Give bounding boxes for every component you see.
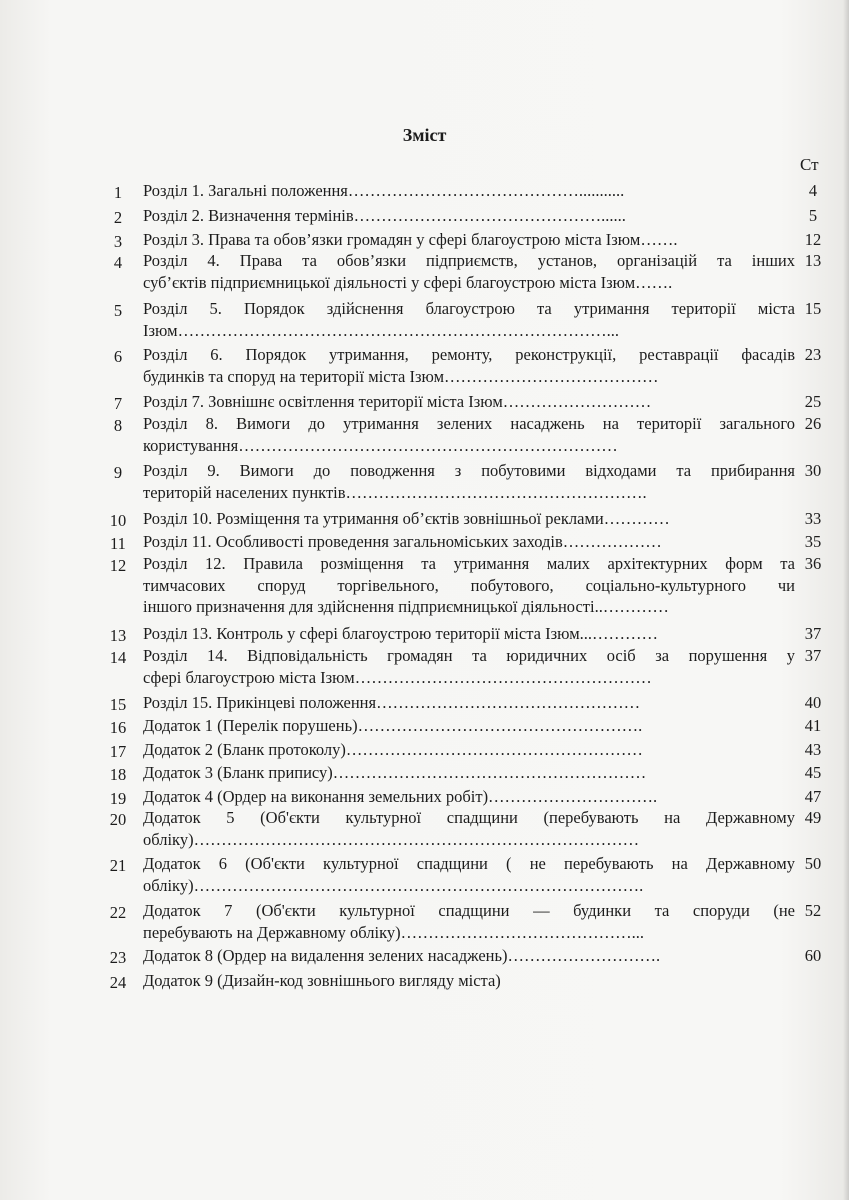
toc-entry-line: Розділ 10. Розміщення та утримання об’єктів зовнішньої реклами………… bbox=[143, 509, 670, 528]
toc-entry-text bbox=[143, 786, 795, 808]
toc-entry-text bbox=[143, 250, 795, 293]
toc-entry-text bbox=[143, 900, 795, 943]
toc-entry-page: 47 bbox=[804, 787, 822, 806]
toc-entry bbox=[0, 460, 849, 507]
toc-entry-number: 14 bbox=[109, 648, 127, 667]
toc-entry-page: 4 bbox=[808, 181, 818, 200]
toc-entry-line: Розділ 1. Загальні положення……………………………………........... bbox=[143, 181, 625, 200]
toc-entry-line: Додаток 1 (Перелік порушень)……………………………………………. bbox=[143, 716, 643, 735]
toc-entry-number: 17 bbox=[109, 742, 127, 761]
toc-entry bbox=[0, 807, 849, 854]
toc-entry-line: Додаток 6 (Об'єкти культурної спадщини ( не перебувають на Державному bbox=[143, 854, 795, 873]
toc-entry-text bbox=[143, 229, 795, 251]
toc-entry bbox=[0, 739, 849, 765]
toc-entry-line: обліку)……………………………………………………………………… bbox=[143, 829, 640, 849]
toc-entry-line: Розділ 4. Права та обов’язки підприємств, установ, організацій та інших bbox=[143, 251, 795, 270]
toc-entry-number: 21 bbox=[109, 856, 127, 875]
toc-entry-page: 41 bbox=[804, 716, 822, 735]
toc-entry-line: Розділ 11. Особливості проведення загальноміських заходів……………… bbox=[143, 532, 662, 551]
toc-entry-line: Додаток 4 (Ордер на виконання земельних робіт)…………………………. bbox=[143, 787, 658, 806]
toc-entry-number: 5 bbox=[113, 301, 123, 320]
toc-entry-line: територій населених пунктів………………………………………………. bbox=[143, 482, 647, 502]
toc-entry-text bbox=[143, 180, 795, 202]
toc-entry-number: 12 bbox=[109, 556, 127, 575]
toc-entry-page: 25 bbox=[804, 392, 822, 411]
toc-entry bbox=[0, 180, 849, 206]
toc-entry-line: суб’єктів підприємницької діяльності у сфері благоустрою міста Ізюм……. bbox=[143, 272, 673, 292]
toc-entry-text bbox=[143, 807, 795, 850]
toc-entry-line: Розділ 13. Контроль у сфері благоустрою території міста Ізюм...………… bbox=[143, 624, 659, 643]
toc-entry-text bbox=[143, 460, 795, 503]
toc-entry bbox=[0, 692, 849, 718]
toc-entry-number: 4 bbox=[113, 253, 123, 272]
toc-entry-text bbox=[143, 853, 795, 896]
toc-entry-text bbox=[143, 413, 795, 456]
toc-entry-text bbox=[143, 508, 795, 530]
toc-entry-line: будинків та споруд на території міста Ізюм………………………………… bbox=[143, 366, 659, 386]
toc-entry-text bbox=[143, 344, 795, 387]
toc-entry-number: 8 bbox=[113, 416, 123, 435]
toc-entry-line: Додаток 5 (Об'єкти культурної спадщини (перебувають на Державному bbox=[143, 808, 795, 827]
page-column-header: Ст bbox=[800, 155, 819, 174]
toc-entry-line: Додаток 3 (Бланк припису)………………………………………………… bbox=[143, 763, 647, 782]
toc-entry-text bbox=[143, 623, 795, 645]
toc-entry bbox=[0, 413, 849, 460]
toc-entry bbox=[0, 553, 849, 622]
toc-entry-page: 35 bbox=[804, 532, 822, 551]
toc-entry-page: 12 bbox=[804, 230, 822, 249]
toc-entry-number: 11 bbox=[110, 534, 126, 553]
toc-entry-line: іншого призначення для здійснення підприємницької діяльності..………… bbox=[143, 597, 669, 616]
toc-entry-line: Ізюм……………………………………………………………………... bbox=[143, 320, 619, 340]
page-title: Зміст bbox=[402, 125, 447, 145]
toc-entry-line: Розділ 3. Права та обов’язки громадян у сфері благоустрою міста Ізюм……. bbox=[143, 230, 678, 249]
toc-entry-text bbox=[143, 970, 795, 992]
toc-entry-line: Додаток 7 (Об'єкти культурної спадщини — будинки та споруди (не bbox=[143, 901, 795, 920]
toc-entry-page: 23 bbox=[804, 345, 822, 364]
toc-entry-text bbox=[143, 945, 795, 967]
toc-entry-number: 2 bbox=[113, 208, 123, 227]
toc-entry bbox=[0, 298, 849, 345]
toc-entry bbox=[0, 205, 849, 231]
toc-entry-line: Розділ 5. Порядок здійснення благоустрою та утримання території міста bbox=[143, 299, 795, 318]
toc-entry-number: 1 bbox=[113, 183, 123, 202]
toc-entry-line: Розділ 7. Зовнішнє освітлення території міста Ізюм……………………… bbox=[143, 392, 652, 411]
toc-entry-number: 7 bbox=[113, 394, 123, 413]
toc-entry-number: 15 bbox=[109, 695, 127, 714]
toc-entry-line: Розділ 6. Порядок утримання, ремонту, реконструкції, реставрації фасадів bbox=[143, 345, 795, 364]
toc-entry-number: 3 bbox=[113, 232, 123, 251]
toc-entry-line: Розділ 9. Вимоги до поводження з побутовими відходами та прибирання bbox=[143, 461, 795, 480]
toc-entry-text bbox=[143, 645, 795, 688]
toc-entry-line: обліку)………………………………………………………………………. bbox=[143, 875, 644, 895]
toc-entry-line: Додаток 9 (Дизайн-код зовнішнього вигляду міста) bbox=[143, 971, 501, 990]
toc-entry bbox=[0, 715, 849, 741]
toc-entry-page: 33 bbox=[804, 509, 822, 528]
toc-entry bbox=[0, 508, 849, 534]
toc-entry-page: 5 bbox=[808, 206, 818, 225]
toc-entry-line: Розділ 14. Відповідальність громадян та юридичних осіб за порушення у bbox=[143, 646, 795, 665]
toc-entry-number: 19 bbox=[109, 789, 127, 808]
toc-entry-page: 60 bbox=[804, 946, 822, 965]
toc-entry-page: 45 bbox=[804, 763, 822, 782]
toc-entry-text bbox=[143, 553, 795, 618]
toc-entry-line: перебувають на Державному обліку)……………………………………... bbox=[143, 922, 644, 942]
toc-entry-number: 16 bbox=[109, 718, 127, 737]
toc-entry-page: 15 bbox=[804, 299, 822, 318]
toc-entry-number: 18 bbox=[109, 765, 127, 784]
toc-entry-number: 10 bbox=[109, 511, 127, 530]
toc-entry bbox=[0, 344, 849, 391]
toc-entry-number: 23 bbox=[109, 948, 127, 967]
toc-entry-text bbox=[143, 692, 795, 714]
toc-entry-number: 22 bbox=[109, 903, 127, 922]
toc-entry-page: 30 bbox=[804, 461, 822, 480]
toc-entry-page: 52 bbox=[804, 901, 822, 920]
toc-entry-page: 37 bbox=[804, 646, 822, 665]
toc-entry-page: 50 bbox=[804, 854, 822, 873]
toc-entry-number: 24 bbox=[109, 973, 127, 992]
toc-entry-line: Додаток 8 (Ордер на видалення зелених насаджень)………………………. bbox=[143, 946, 661, 965]
toc-entry-number: 13 bbox=[109, 626, 127, 645]
toc-entry-line: Розділ 12. Правила розміщення та утримання малих архітектурних форм та bbox=[143, 554, 795, 573]
toc-entry-line: тимчасових споруд торгівельного, побутового, соціально-культурного чи bbox=[143, 575, 795, 595]
toc-entry-line: користування…………………………………………………………… bbox=[143, 435, 618, 455]
toc-entry-page: 13 bbox=[804, 251, 822, 270]
toc-entry-text bbox=[143, 298, 795, 341]
toc-entry-page: 43 bbox=[804, 740, 822, 759]
toc-entry-number: 9 bbox=[113, 463, 123, 482]
toc-entry-page: 49 bbox=[804, 808, 822, 827]
toc-entry-page: 40 bbox=[804, 693, 822, 712]
toc-entry-line: Розділ 2. Визначення термінів………………………………………...... bbox=[143, 206, 626, 225]
toc-entry bbox=[0, 970, 849, 996]
toc-entry-line: Розділ 8. Вимоги до утримання зелених насаджень на території загального bbox=[143, 414, 795, 433]
toc-entry-number: 20 bbox=[109, 810, 127, 829]
toc-entry-line: сфері благоустрою міста Ізюм……………………………………………… bbox=[143, 667, 652, 687]
toc-entry-page: 26 bbox=[804, 414, 822, 433]
toc-entry-text bbox=[143, 715, 795, 737]
toc-entry bbox=[0, 250, 849, 297]
toc-entry-line: Додаток 2 (Бланк протоколу)……………………………………………… bbox=[143, 740, 643, 759]
toc-entry-text bbox=[143, 739, 795, 761]
toc-entry bbox=[0, 762, 849, 788]
toc-entry-number: 6 bbox=[113, 347, 123, 366]
toc-entry-text bbox=[143, 391, 795, 413]
toc-entry-text bbox=[143, 531, 795, 553]
toc-entry-text bbox=[143, 205, 795, 227]
toc-entry bbox=[0, 900, 849, 947]
toc-entry-page: 37 bbox=[804, 624, 822, 643]
toc-entry-line: Розділ 15. Прикінцеві положення………………………………………… bbox=[143, 693, 641, 712]
toc-entry bbox=[0, 645, 849, 692]
toc-entry-page: 36 bbox=[804, 554, 822, 573]
toc-entry bbox=[0, 945, 849, 971]
toc-entry-text bbox=[143, 762, 795, 784]
toc-entry bbox=[0, 853, 849, 900]
